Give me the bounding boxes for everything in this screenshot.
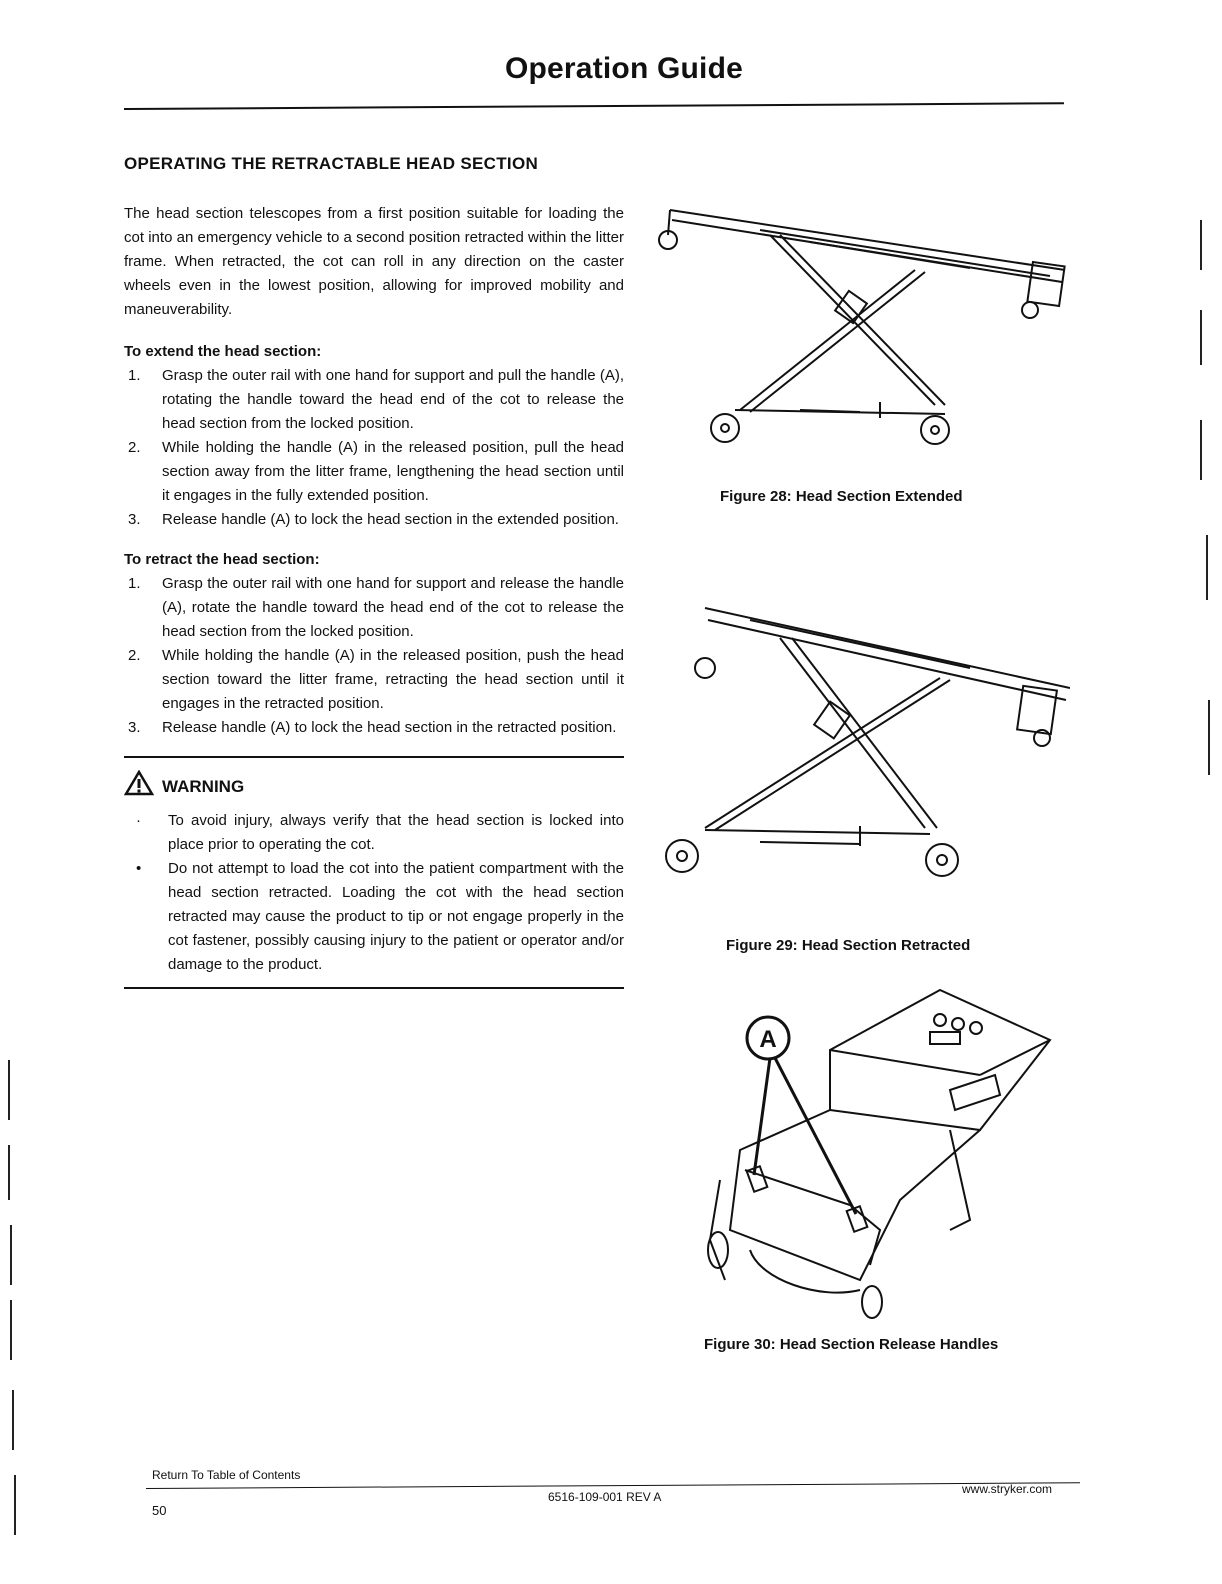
extend-heading: To extend the head section: [124, 343, 322, 360]
bullet: · [136, 812, 141, 829]
extend-steps [124, 364, 624, 532]
main-text-column [124, 152, 624, 989]
retract-heading: To retract the head section: [124, 551, 320, 568]
warning-item [124, 857, 624, 977]
figure-28-illustration [650, 190, 1070, 460]
page-number: 50 [152, 1503, 167, 1518]
extend-step [124, 364, 624, 436]
step-number: 1. [128, 367, 141, 384]
figure-30-illustration [650, 980, 1070, 1325]
bullet: • [136, 860, 142, 877]
scan-edge-mark [8, 1060, 10, 1120]
warning-triangle-icon [124, 770, 162, 803]
warning-item [124, 809, 624, 857]
scan-edge-mark [10, 1300, 12, 1360]
scan-edge-mark [1200, 420, 1202, 480]
step-number: 2. [128, 439, 141, 456]
figure-29-caption: Figure 29: Head Section Retracted [726, 937, 971, 954]
step-number: 3. [128, 511, 141, 528]
warning-title-text: WARNING [162, 776, 245, 796]
extend-step [124, 436, 624, 508]
scan-edge-mark [1206, 535, 1208, 600]
step-number: 2. [128, 647, 141, 664]
warning-box [124, 756, 624, 989]
retract-step [124, 716, 624, 740]
step-text: While holding the handle (A) in the released position, push the head section toward the litter frame, retracting the head section until it engages in the retracted position. [162, 647, 624, 712]
callout-a-label: A [759, 1026, 777, 1053]
step-text: Release handle (A) to lock the head section in the retracted position. [162, 719, 617, 736]
step-text: Grasp the outer rail with one hand for support and release the handle (A), rotate the handle toward the head end of the cot to release the head section from the locked position. [162, 575, 624, 640]
figure-30-caption: Figure 30: Head Section Release Handles [704, 1336, 999, 1353]
scan-edge-mark [1200, 220, 1202, 270]
step-text: Grasp the outer rail with one hand for support and pull the handle (A), rotating the handle toward the head end of the cot to release the head section from the locked position. [162, 367, 624, 432]
website-url: www.stryker.com [962, 1482, 1053, 1496]
section-title: OPERATING THE RETRACTABLE HEAD SECTION [124, 154, 539, 173]
header-rule [124, 102, 1064, 110]
scan-edge-mark [14, 1475, 16, 1535]
return-to-toc-link[interactable]: Return To Table of Contents [152, 1468, 301, 1482]
retract-step [124, 572, 624, 644]
scan-edge-mark [1200, 310, 1202, 365]
retract-steps [124, 572, 624, 740]
footer-rule [146, 1482, 1080, 1489]
warning-text: To avoid injury, always verify that the head section is locked into place prior to operating the cot. [168, 812, 624, 853]
step-text: Release handle (A) to lock the head section in the extended position. [162, 511, 619, 528]
scan-edge-mark [12, 1390, 14, 1450]
intro-paragraph: The head section telescopes from a first position suitable for loading the cot into an emergency vehicle to a second position retracted within the litter frame. When retracted, the cot can roll in any direction on the caster wheels even in the lowest position, allowing for improved mobility and maneuverability. [124, 205, 624, 318]
figure-28-caption: Figure 28: Head Section Extended [720, 488, 963, 505]
step-text: While holding the handle (A) in the released position, pull the head section away from the litter frame, lengthening the head section until it engages in the fully extended position. [162, 439, 624, 504]
scan-edge-mark [8, 1145, 10, 1200]
document-number: 6516-109-001 REV A [548, 1490, 662, 1504]
step-number: 3. [128, 719, 141, 736]
extend-step [124, 508, 624, 532]
scan-edge-mark [10, 1225, 12, 1285]
warning-text: Do not attempt to load the cot into the patient compartment with the head section retracted. Loading the cot with the head section retracted may cause the product to tip or not engage properly in the cot fastener, possibly causing injury to the patient or operator and/or damage to the product. [168, 860, 624, 973]
page-title: Operation Guide [504, 52, 744, 85]
warning-title [124, 770, 624, 803]
retract-step [124, 644, 624, 716]
scan-edge-mark [1208, 700, 1210, 775]
page-header [124, 52, 1064, 86]
figure-29-illustration [650, 598, 1070, 888]
step-number: 1. [128, 575, 141, 592]
warning-list [124, 809, 624, 977]
